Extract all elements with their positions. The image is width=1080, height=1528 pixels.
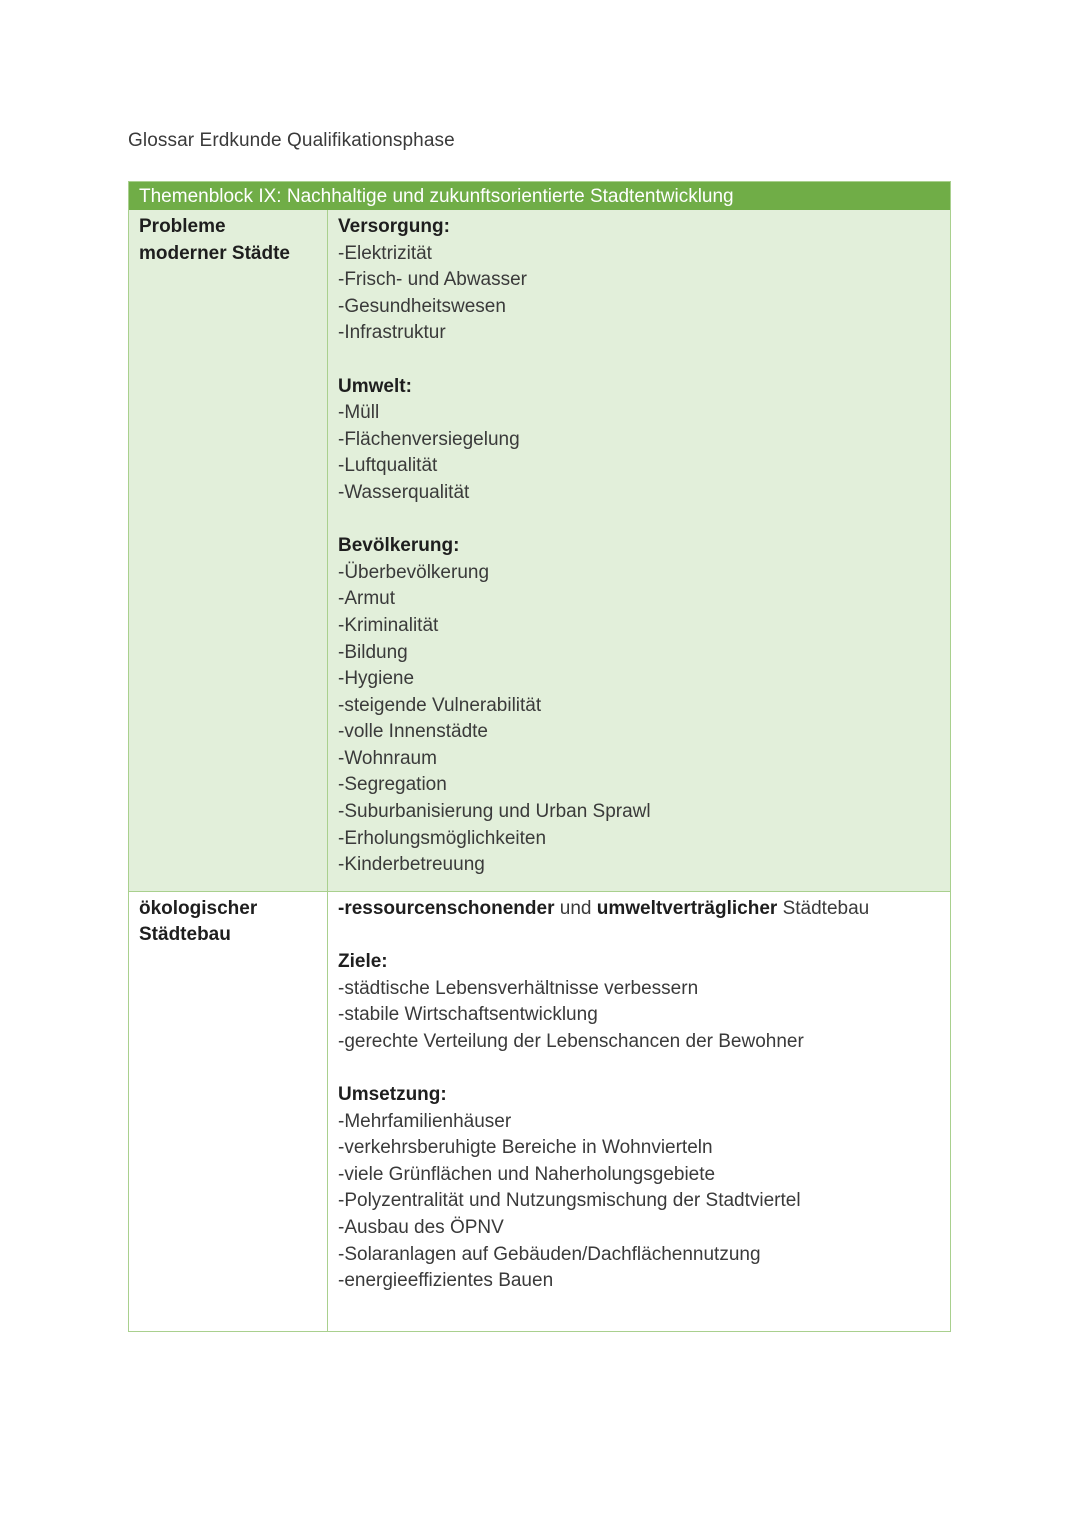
list-item: -Armut [338,588,395,610]
group-heading: Umwelt: [338,375,412,397]
term-cell: Probleme moderner Städte [129,210,328,891]
list-item: -verkehrsberuhigte Bereiche in Wohnvierteln [338,1137,713,1159]
definition-cell [328,892,950,1331]
spacer [338,922,940,949]
list-item: -Erholungsmöglichkeiten [338,827,547,849]
definition-cell [328,210,950,891]
list-item: -Ausbau des ÖPNV [338,1216,504,1238]
group-heading: Bevölkerung: [338,535,460,557]
glossary-table [128,181,951,1332]
list-item: -Kinderbetreuung [338,854,485,876]
list-item: -steigende Vulnerabilität [338,694,542,716]
list-item: -Suburbanisierung und Urban Sprawl [338,801,651,823]
list-item: -volle Innenstädte [338,721,488,743]
list-item: -Überbevölkerung [338,561,490,583]
list-item: -viele Grünflächen und Naherholungsgebiete [338,1163,716,1185]
group-heading: Versorgung: [338,216,450,237]
list-item: -Hygiene [338,668,415,690]
list-item: -stabile Wirtschaftsentwicklung [338,1004,598,1026]
list-item: -energieeffizientes Bauen [338,1270,554,1292]
topic-block-header: Themenblock IX: Nachhaltige und zukunftsorientierte Stadtentwicklung [129,182,950,210]
list-item: -Müll [338,402,380,424]
list-item: -Solaranlagen auf Gebäuden/Dachflächennutzung [338,1243,761,1265]
definition-emphasis: umweltverträglicher [596,897,778,919]
group-heading: Ziele: [338,951,388,973]
list-item: -Wasserqualität [338,481,470,503]
definition-emphasis: -ressourcenschonender [338,897,555,919]
list-item: -Polyzentralität und Nutzungsmischung der Stadtviertel [338,1190,801,1212]
list-item: -Wohnraum [338,747,437,769]
spacer [338,347,940,374]
list-item: -gerechte Verteilung der Lebenschancen der Bewohner [338,1030,804,1052]
list-item: -Frisch- und Abwasser [338,269,528,291]
list-item: -Segregation [338,774,447,796]
group-heading: Umsetzung: [338,1084,447,1105]
document-title: Glossar Erdkunde Qualifikationsphase [128,130,455,151]
list-item: -Bildung [338,641,408,663]
spacer [338,1055,940,1082]
list-item: -Flächenversiegelung [338,428,520,450]
definition-line [338,896,940,923]
term-cell: ökologischer Städtebau [129,892,328,1331]
spacer [338,507,940,534]
table-row-oekologischer-staedtebau [129,891,950,1331]
list-item: -Kriminalität [338,614,439,636]
table-row-probleme [129,210,950,891]
definition-text: und [554,897,597,919]
list-item: -Mehrfamilienhäuser [338,1110,512,1132]
list-item: -städtische Lebensverhältnisse verbessern [338,977,699,999]
list-item: -Infrastruktur [338,322,446,344]
list-item: -Gesundheitswesen [338,295,506,317]
list-item: -Luftqualität [338,455,438,477]
list-item: -Elektrizität [338,242,432,264]
definition-text: Städtebau [777,897,870,919]
